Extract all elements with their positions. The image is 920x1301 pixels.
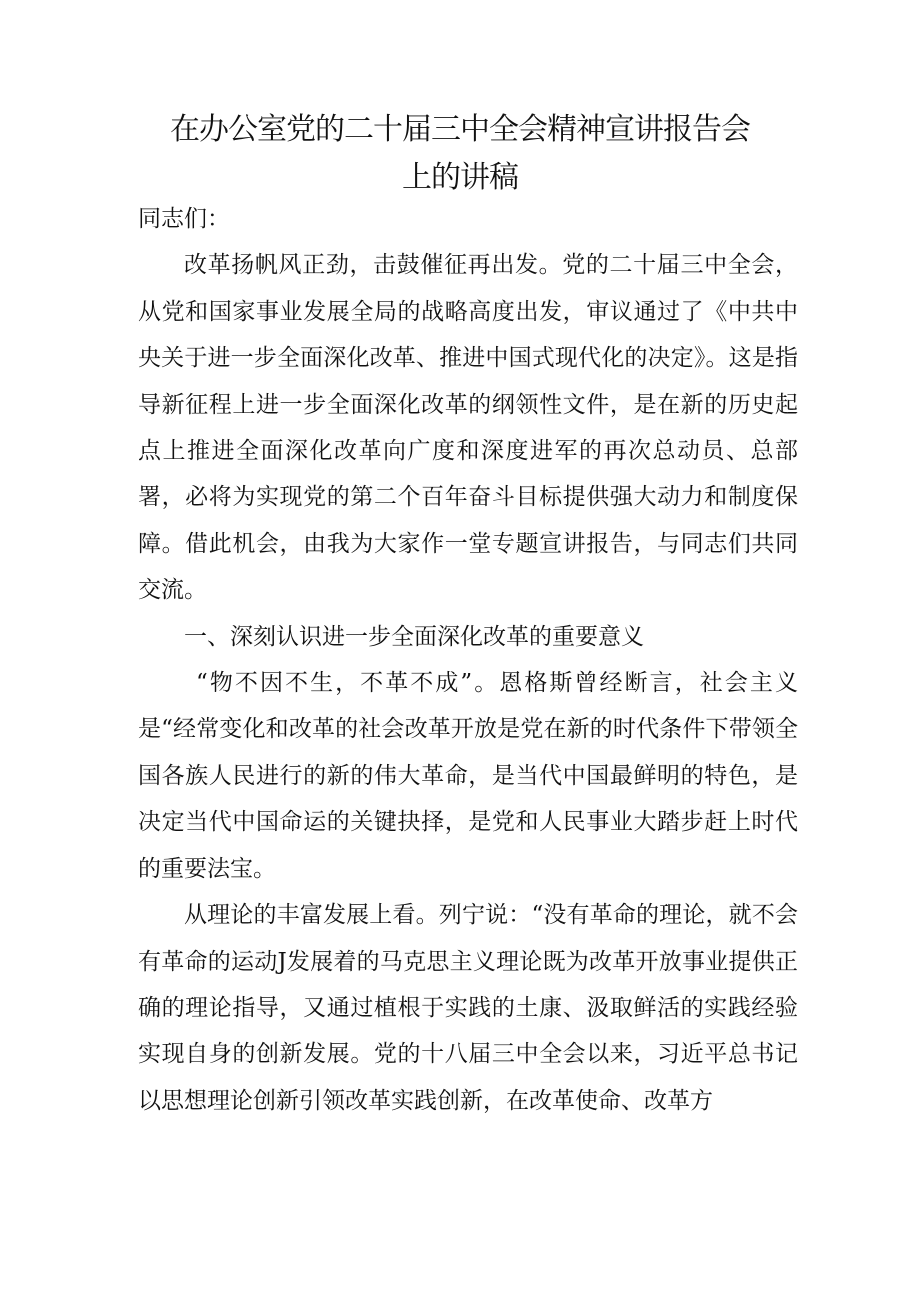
document-title-line-2: 上的讲稿 [402,160,518,195]
document-title-line-1: 在办公室党的二十届三中全会精神宣讲报告会 [170,112,750,147]
salutation: 同志们： [138,206,230,232]
section-heading: 一、深刻认识进一步全面深化改革的重要意义 [184,623,644,650]
quote-paragraph: “物不因不生，不革不成”。恩格斯曾经断言，社会主义是“经常变化和改革的社会改革开放是党在新的时代条件下带领全国各族人民进行的新的伟大革命，是当代中国最鲜明的特色，是决定当代中国命运的关键抉择，是党和人民事业大踏步赶上时代的重要法宝。 [138,670,798,882]
theory-paragraph: 从理论的丰富发展上看。列宁说：“没有革命的理论，就不会有革命的运动J发展着的马克思主义理论既为改革开放事业提供正确的理论指导，又通过植根于实践的土康、汲取鲜活的实践经验实现自身的创新发展。党的十八届三中全会以来，习近平总书记以思想理论创新引领改革实践创新，在改革使命、改革方 [138,902,798,1114]
document-body [138,196,798,1124]
intro-paragraph: 改革扬帆风正劲，击鼓催征再出发。党的二十届三中全会，从党和国家事业发展全局的战略高度出发，审议通过了《中共中央关于进一步全面深化改革、推进中国式现代化的决定》。这是指导新征程上进一步全面深化改革的纲领性文件，是在新的历史起点上推进全面深化改革向广度和深度进军的再次总动员、总部署，必将为实现党的第二个百年奋斗目标提供强大动力和制度保障。借此机会，由我为大家作一堂专题宣讲报告，与同志们共同交流。 [138,252,798,604]
